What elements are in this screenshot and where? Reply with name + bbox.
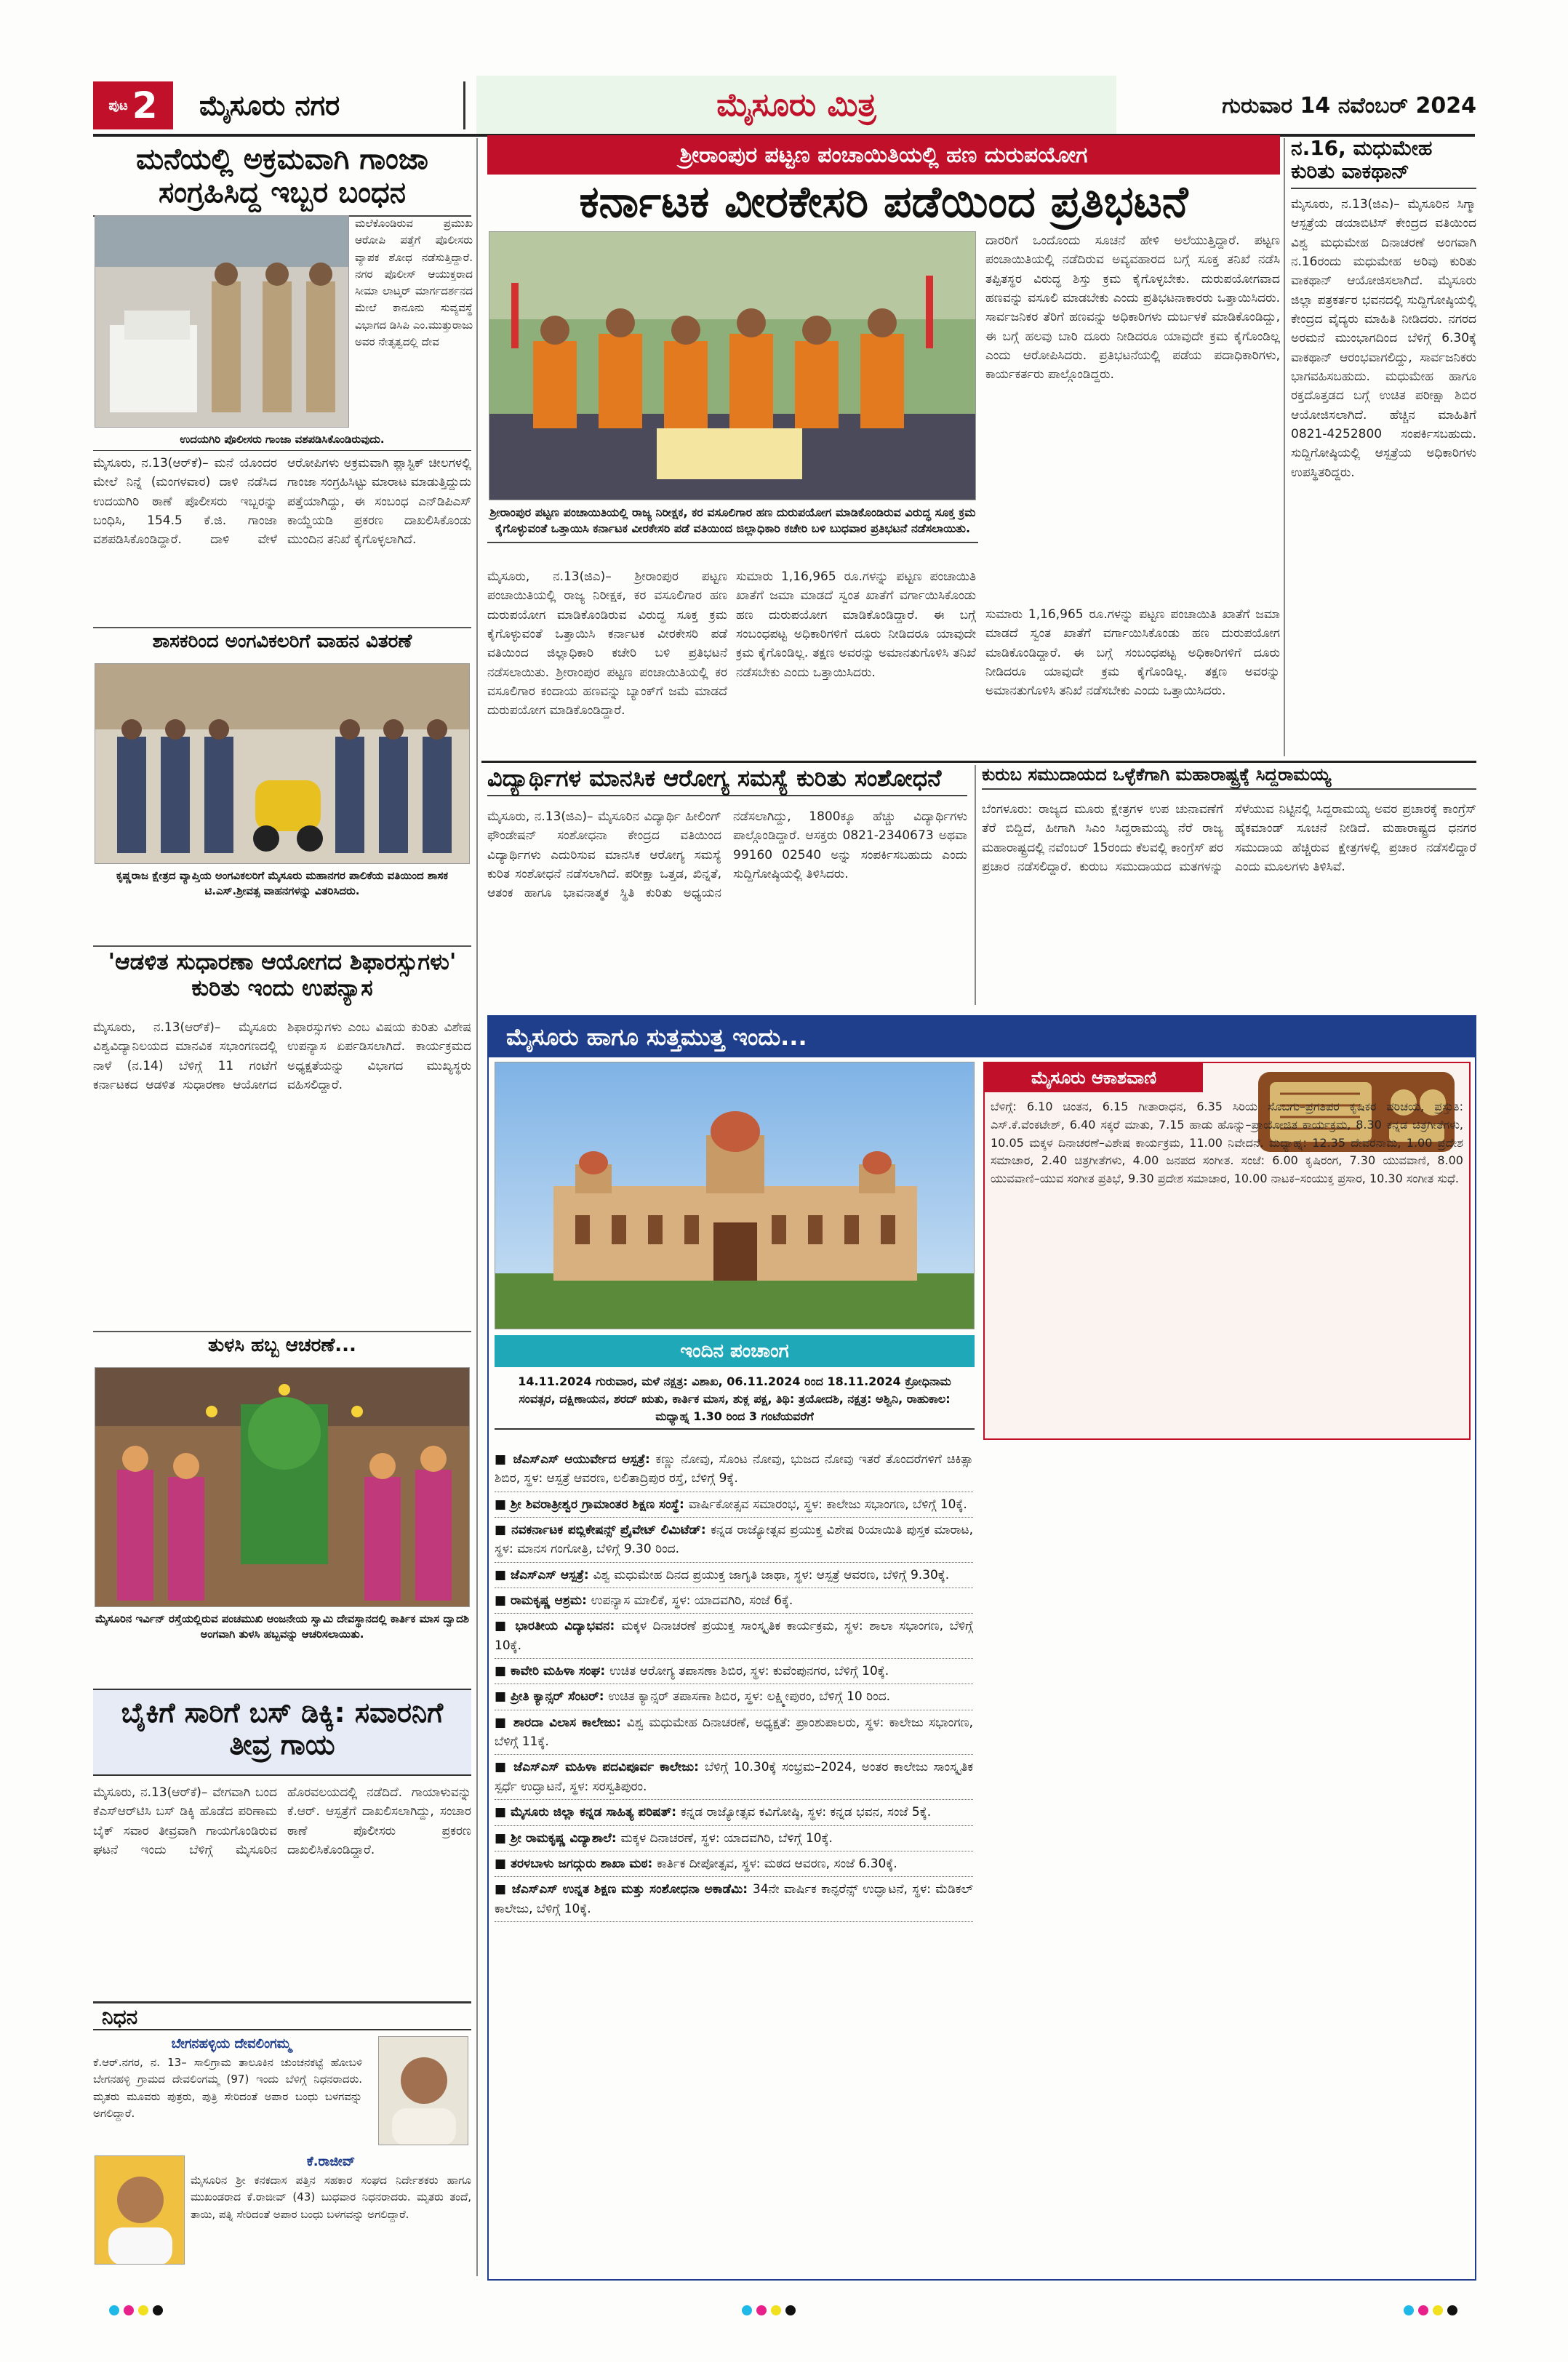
story-body: ಮೈಸೂರು, ನ.13(ಆರ್‌ಕೆ)– ಮೈಸೂರು ವಿಶ್ವವಿದ್ಯಾನಿಲಯದ ಮಾನವಿಕ ಸಭಾಂಗಣದಲ್ಲಿ ನಾಳೆ (ನ.14) ಬೆಳಿಗ್ಗೆ 11 ಗಂಟೆಗೆ ಕರ್ನಾಟಕದ ಆಡಳಿತ ಸುಧಾರಣಾ ಆಯೋಗದ ಶಿಫಾರಸ್ಸುಗಳು ಎಂಬ ವಿಷಯ ಕುರಿತು ವಿಶೇಷ ಉಪನ್ಯಾಸ ಏರ್ಪಡಿಸಲಾಗಿದೆ. ಕಾರ್ಯಕ್ರಮದ ಅಧ್ಯಕ್ಷತೆಯನ್ನು ವಿಭಾಗದ ಮುಖ್ಯಸ್ಥರು ವಹಿಸಲಿದ್ದಾರೆ. [93, 1020, 471, 1093]
event-details: ಕಾರ್ತಿಕ ದೀಪೋತ್ಸವ, ಸ್ಥಳ: ಮಠದ ಆವರಣ, ಸಂಜೆ 6.30ಕ್ಕೆ. [657, 1856, 897, 1871]
event-organizer: ■ ಜೆಎಸ್‌ಎಸ್ ಉನ್ನತ ಶಿಕ್ಷಣ ಮತ್ತು ಸಂಶೋಧನಾ ಅಕಾಡೆಮಿ: [495, 1882, 753, 1897]
photo-caption: ಉದಯಗಿರಿ ಪೊಲೀಸರು ಗಾಂಜಾ ವಶಪಡಿಸಿಕೊಂಡಿರುವುದು. [93, 432, 471, 451]
obituary-2 [191, 2154, 471, 2223]
event-organizer: ■ ಮೈಸೂರು ಜಿಲ್ಲಾ ಕನ್ನಡ ಸಾಹಿತ್ಯ ಪರಿಷತ್: [495, 1805, 681, 1820]
story-body: ಮೈಸೂರು, ನ.13(ಜಿಎ)– ಮೈಸೂರಿನ ವಿದ್ಯಾರ್ಥಿ ಹೀಲಿಂಗ್ ಫೌಂಡೇಷನ್ ಸಂಶೋಧನಾ ಕೇಂದ್ರದ ವತಿಯಿಂದ ವಿದ್ಯಾರ್ಥಿಗಳು ಎದುರಿಸುವ ಮಾನಸಿಕ ಆರೋಗ್ಯ ಸಮಸ್ಯೆ ಕುರಿತ ಸಂಶೋಧನೆ ನಡೆಸಲಾಗಿದೆ. ಪರೀಕ್ಷಾ ಒತ್ತಡ, ಖಿನ್ನತೆ, ಆತಂಕ ಹಾಗೂ ಭಾವನಾತ್ಮಕ ಸ್ಥಿತಿ ಕುರಿತು ಅಧ್ಯಯನ ನಡೆಸಲಾಗಿದ್ದು, 1800ಕ್ಕೂ ಹೆಚ್ಚು ವಿದ್ಯಾರ್ಥಿಗಳು ಪಾಲ್ಗೊಂಡಿದ್ದಾರೆ. ಆಸಕ್ತರು 0821-2340673 ಅಥವಾ 99160 02540 ಅನ್ನು ಸಂಪರ್ಕಿಸಬಹುದು ಎಂದು ಸುದ್ದಿಗೋಷ್ಠಿಯಲ್ಲಿ ತಿಳಿಸಿದರು. [487, 809, 967, 901]
column-divider [1284, 138, 1285, 756]
print-registration-marks [1404, 2305, 1457, 2315]
event-organizer: ■ ಜೆಎಸ್‌ಎಸ್ ಮಹಿಳಾ ಪದವಿಪೂರ್ವ ಕಾಲೇಜು: [495, 1760, 705, 1775]
event-details: ವಿಶ್ವ ಮಧುಮೇಹ ದಿನದ ಪ್ರಯುಕ್ತ ಜಾಗೃತಿ ಜಾಥಾ, ಸ್ಥಳ: ಆಸ್ಪತ್ರೆ ಆವರಣ, ಬೆಳಿಗ್ಗೆ 9.30ಕ್ಕೆ. [593, 1567, 950, 1582]
event-details: ಕನ್ನಡ ರಾಜ್ಯೋತ್ಸವ ಕವಿಗೋಷ್ಠಿ, ಸ್ಥಳ: ಕನ್ನಡ ಭವನ, ಸಂಜೆ 5ಕ್ಕೆ. [680, 1805, 932, 1820]
obituary-name: ಬೇಗನಹಳ್ಳಿಯ ದೇವಲಿಂಗಮ್ಮ [171, 2036, 292, 2051]
event-details: ಕಣ್ಣು ನೋವು, ಸೊಂಟ ನೋವು, ಭುಜದ ನೋವು ಇತರೆ ತೊಂದರೆಗಳಿಗೆ ಚಿಕಿತ್ಸಾ ಶಿಬಿರ, ಸ್ಥಳ: ಆಸ್ಪತ್ರೆ ಆವರಣ, ಲಲಿತಾದ್ರಿಪುರ ರಸ್ತೆ, ಬೆಳಿಗ್ಗೆ 9ಕ್ಕೆ. [495, 1452, 974, 1486]
photo-caption: ಮೈಸೂರಿನ ಇರ್ವಿನ್ ರಸ್ತೆಯಲ್ಲಿರುವ ಪಂಚಮುಖಿ ಆಂಜನೇಯ ಸ್ವಾಮಿ ದೇವಸ್ಥಾನದಲ್ಲಿ ಕಾರ್ತಿಕ ಮಾಸ ದ್ವಾದಶಿ ಅಂಗವಾಗಿ ತುಳಸಿ ಹಬ್ಬವನ್ನು ಆಚರಿಸಲಾಯಿತು. [95, 1612, 469, 1641]
event-details: ಕನ್ನಡ ರಾಜ್ಯೋತ್ಸವ ಪ್ರಯುಕ್ತ ವಿಶೇಷ ರಿಯಾಯಿತಿ ಪುಸ್ತಕ ಮಾರಾಟ, ಸ್ಥಳ: ಮಾನಸ ಗಂಗೋತ್ರಿ, ಬೆಳಿಗ್ಗೆ 9.30 ರಿಂದ. [495, 1523, 973, 1557]
event-item [495, 1588, 973, 1614]
radio-title: ಮೈಸೂರು ಆಕಾಶವಾಣಿ [985, 1063, 1203, 1092]
obituary-title: ನಿಧನ [102, 2005, 138, 2029]
event-item [495, 1826, 973, 1851]
event-details: ಉಚಿತ ಆರೋಗ್ಯ ತಪಾಸಣಾ ಶಿಬಿರ, ಸ್ಥಳ: ಕುವೆಂಪುನಗರ, ಬೆಳಿಗ್ಗೆ 10ಕ್ಕೆ. [609, 1664, 889, 1679]
story-headline: ಕುರುಬ ಸಮುದಾಯದ ಒಳ್ಳೆಕೆಗಾಗಿ ಮಹಾರಾಷ್ಟ್ರಕ್ಕೆ ಸಿದ್ದರಾಮಯ್ಯ [982, 765, 1476, 790]
obituary-photo-1 [378, 2036, 468, 2145]
event-details: ವಾರ್ಷಿಕೋತ್ಸವ ಸಮಾರಂಭ, ಸ್ಥಳ: ಕಾಲೇಜು ಸಭಾಂಗಣ, ಬೆಳಿಗ್ಗೆ 10ಕ್ಕೆ. [688, 1497, 967, 1512]
page-number: 2 [132, 84, 158, 127]
event-item [495, 1614, 973, 1659]
story-headline: 'ಆಡಳಿತ ಸುಧಾರಣಾ ಆಯೋಗದ ಶಿಫಾರಸ್ಸುಗಳು' ಕುರಿತು ಇಂದು ಉಪನ್ಯಾಸ [108, 949, 457, 1001]
event-organizer: ■ ಕಾವೇರಿ ಮಹಿಳಾ ಸಂಘ: [495, 1664, 610, 1679]
print-registration-marks [109, 2305, 163, 2315]
lead-body-right: ಸುಮಾರು 1,16,965 ರೂ.ಗಳನ್ನು ಪಟ್ಟಣ ಪಂಚಾಯಿತಿ ಖಾತೆಗೆ ಜಮಾ ಮಾಡದೆ ಸ್ವಂತ ಖಾತೆಗೆ ವರ್ಗಾಯಿಸಿಕೊಂಡು ಹಣ ದುರುಪಯೋಗ ಮಾಡಿಕೊಂಡಿದ್ದಾರೆ. ಈ ಬಗ್ಗೆ ಸಂಬಂಧಪಟ್ಟ ಅಧಿಕಾರಿಗಳಿಗೆ ದೂರು ನೀಡಿದರೂ ಯಾವುದೇ ಕ್ರಮ ಕೈಗೊಂಡಿಲ್ಲ. ತಕ್ಷಣ ಅವರನ್ನು ಅಮಾನತುಗೊಳಿಸಿ ತನಿಖೆ ನಡೆಸಬೇಕು ಎಂದು ಒತ್ತಾಯಿಸಿದರು. [736, 569, 976, 680]
lead-photo-caption: ಶ್ರೀರಾಂಪುರ ಪಟ್ಟಣ ಪಂಚಾಯಿತಿಯಲ್ಲಿ ರಾಜ್ಯ ನಿರೀಕ್ಷಕ, ಕರ ವಸೂಲಿಗಾರ ಹಣ ದುರುಪಯೋಗ ಮಾಡಿಕೊಂಡಿರುವ ವಿರುದ್ಧ ಸೂಕ್ತ ಕ್ರಮ ಕೈಗೊಳ್ಳುವಂತೆ ಒತ್ತಾಯಿಸಿ ಕರ್ನಾಟಕ ವೀರಕೇಸರಿ ಪಡೆ ವತಿಯಿಂದ ಜಿಲ್ಲಾಧಿಕಾರಿ ಕಚೇರಿ ಬಳಿ ಬುಧವಾರ ಪ್ರತಿಭಟನೆ ನಡೆಸಲಾಯಿತು. [487, 505, 978, 543]
story-headline: ಬೈಕಿಗೆ ಸಾರಿಗೆ ಬಸ್ ಡಿಕ್ಕಿ: ಸವಾರನಿಗೆ ತೀವ್ರ ಗಾಯ [121, 1697, 444, 1761]
event-details: ಉಪನ್ಯಾಸ ಮಾಲಿಕೆ, ಸ್ಥಳ: ಯಾದವಗಿರಿ, ಸಂಜೆ 6ಕ್ಕೆ. [591, 1593, 793, 1609]
issue-date: ಗುರುವಾರ 14 ನವೆಂಬರ್ 2024 [1222, 92, 1476, 119]
event-organizer: ■ ಶ್ರೀ ಶಿವರಾತ್ರೀಶ್ವರ ಗ್ರಾಮಾಂತರ ಶಿಕ್ಷಣ ಸಂಸ್ಥೆ: [495, 1497, 689, 1512]
story-body: ಮೈಸೂರು, ನ.13(ಆರ್‌ಕೆ)– ವೇಗವಾಗಿ ಬಂದ ಕೆಎಸ್‌ಆರ್‌ಟಿಸಿ ಬಸ್ ಡಿಕ್ಕಿ ಹೊಡೆದ ಪರಿಣಾಮ ಬೈಕ್ ಸವಾರ ತೀವ್ರವಾಗಿ ಗಾಯಗೊಂಡಿರುವ ಘಟನೆ ಇಂದು ಬೆಳಿಗ್ಗೆ ಮೈಸೂರಿನ ಹೊರವಲಯದಲ್ಲಿ ನಡೆದಿದೆ. ಗಾಯಾಳುವನ್ನು ಕೆ.ಆರ್. ಆಸ್ಪತ್ರೆಗೆ ದಾಖಲಿಸಲಾಗಿದ್ದು, ಸಂಚಾರ ಠಾಣೆ ಪೊಲೀಸರು ಪ್ರಕರಣ ದಾಖಲಿಸಿಕೊಂಡಿದ್ದಾರೆ. [93, 1785, 471, 1858]
page-number-badge [93, 81, 173, 129]
mysore-palace-photo [495, 1062, 975, 1329]
event-organizer: ■ ಪ್ರೀತಿ ಕ್ಯಾನ್ಸರ್ ಸೆಂಟರ್: [495, 1689, 609, 1705]
lead-body-left: ಮೈಸೂರು, ನ.13(ಜಿಎ)– ಶ್ರೀರಾಂಪುರ ಪಟ್ಟಣ ಪಂಚಾಯಿತಿಯಲ್ಲಿ ರಾಜ್ಯ ನಿರೀಕ್ಷಕ, ಕರ ವಸೂಲಿಗಾರ ಹಣ ದುರುಪಯೋಗ ಮಾಡಿಕೊಂಡಿರುವ ವಿರುದ್ಧ ಸೂಕ್ತ ಕ್ರಮ ಕೈಗೊಳ್ಳುವಂತೆ ಒತ್ತಾಯಿಸಿ ಕರ್ನಾಟಕ ವೀರಕೇಸರಿ ಪಡೆ ವತಿಯಿಂದ ಜಿಲ್ಲಾಧಿಕಾರಿ ಕಚೇರಿ ಬಳಿ ಪ್ರತಿಭಟನೆ ನಡೆಸಲಾಯಿತು. ಶ್ರೀರಾಂಪುರ ಪಟ್ಟಣ ಪಂಚಾಯಿತಿಯಲ್ಲಿ ಕರ ವಸೂಲಿಗಾರ ಕಂದಾಯ ಹಣವನ್ನು ಬ್ಯಾಂಕ್‌ಗೆ ಜಮೆ ಮಾಡದೆ ದುರುಪಯೋಗ ಮಾಡಿಕೊಂಡಿದ್ದಾರೆ. [487, 569, 727, 718]
today-banner: ಮೈಸೂರು ಹಾಗೂ ಸುತ್ತಮುತ್ತ ಇಂದು... [489, 1017, 1475, 1057]
lead-body-continued: ಸುಮಾರು 1,16,965 ರೂ.ಗಳನ್ನು ಪಟ್ಟಣ ಪಂಚಾಯಿತಿ ಖಾತೆಗೆ ಜಮಾ ಮಾಡದೆ ಸ್ವಂತ ಖಾತೆಗೆ ವರ್ಗಾಯಿಸಿಕೊಂಡು ಹಣ ದುರುಪಯೋಗ ಮಾಡಿಕೊಂಡಿದ್ದಾರೆ. ಈ ಬಗ್ಗೆ ಸಂಬಂಧಪಟ್ಟ ಅಧಿಕಾರಿಗಳಿಗೆ ದೂರು ನೀಡಿದರೂ ಯಾವುದೇ ಕ್ರಮ ಕೈಗೊಂಡಿಲ್ಲ. ತಕ್ಷಣ ಅವರನ್ನು ಅಮಾನತುಗೊಳಿಸಿ ತನಿಖೆ ನಡೆಸಬೇಕು ಎಂದು ಒತ್ತಾಯಿಸಿದರು. [985, 607, 1280, 699]
story-body: ಮೈಸೂರು, ನ.13(ಜಿಎ)– ಮೈಸೂರಿನ ಸಿಗ್ಮಾ ಆಸ್ಪತ್ರೆಯ ಡಯಾಬಿಟಿಸ್ ಕೇಂದ್ರದ ವತಿಯಿಂದ ವಿಶ್ವ ಮಧುಮೇಹ ದಿನಾಚರಣೆ ಅಂಗವಾಗಿ ನ.16ರಂದು ಮಧುಮೇಹ ಅರಿವು ಕುರಿತು ವಾಕಥಾನ್ ಆಯೋಜಿಸಲಾಗಿದೆ. ಮೈಸೂರು ಜಿಲ್ಲಾ ಪತ್ರಕರ್ತರ ಭವನದಲ್ಲಿ ಸುದ್ದಿಗೋಷ್ಠಿಯಲ್ಲಿ ಕೇಂದ್ರದ ವೈದ್ಯರು ಮಾಹಿತಿ ನೀಡಿದರು. ನಗರದ ಅರಮನೆ ಮುಂಭಾಗದಿಂದ ಬೆಳಿಗ್ಗೆ 6.30ಕ್ಕೆ ವಾಕಥಾನ್ ಆರಂಭವಾಗಲಿದ್ದು, ಸಾರ್ವಜನಿಕರು ಭಾಗವಹಿಸಬಹುದು. ಮಧುಮೇಹ ಹಾಗೂ ರಕ್ತದೊತ್ತಡದ ಬಗ್ಗೆ ಉಚಿತ ಪರೀಕ್ಷಾ ಶಿಬಿರ ಆಯೋಜಿಸಲಾಗಿದೆ. ಹೆಚ್ಚಿನ ಮಾಹಿತಿಗೆ 0821-4252800 ಸಂಪರ್ಕಿಸಬಹುದು. ಸುದ್ದಿಗೋಷ್ಠಿಯಲ್ಲಿ ಆಸ್ಪತ್ರೆಯ ಅಧಿಕಾರಿಗಳು ಉಪಸ್ಥಿತರಿದ್ದರು. [1291, 197, 1476, 480]
event-organizer: ■ ಜೆಎಸ್‌ಎಸ್ ಆಸ್ಪತ್ರೆ: [495, 1567, 593, 1582]
event-item [495, 1563, 973, 1588]
event-item [495, 1851, 973, 1877]
event-organizer: ■ ನವಕರ್ನಾಟಕ ಪಬ್ಲಿಕೇಷನ್ಸ್ ಪ್ರೈವೇಟ್ ಲಿಮಿಟೆಡ್: [495, 1523, 711, 1538]
event-organizer: ■ ಜೆಎಸ್‌ಎಸ್ ಆಯುರ್ವೇದ ಆಸ್ಪತ್ರೆ: [495, 1452, 656, 1467]
event-item [495, 1492, 973, 1518]
panchanga-text: 14.11.2024 ಗುರುವಾರ, ಮಳೆ ನಕ್ಷತ್ರ: ವಿಶಾಖ, 06.11.2024 ರಿಂದ 18.11.2024 ಕ್ರೋಧಿನಾಮ ಸಂವತ್ಸರ, ದಕ್ಷಿಣಾಯನ, ಶರದ್ ಋತು, ಕಾರ್ತಿಕ ಮಾಸ, ಶುಕ್ಲ ಪಕ್ಷ, ತಿಥಿ: ತ್ರಯೋದಶಿ, ನಕ್ಷತ್ರ: ಅಶ್ವಿನಿ, ರಾಹುಕಾಲ: ಮಧ್ಯಾಹ್ನ 1.30 ರಿಂದ 3 ಗಂಟೆಯವರೆಗೆ [495, 1370, 975, 1430]
event-details: ಮಕ್ಕಳ ದಿನಾಚರಣೆ ಪ್ರಯುಕ್ತ ಸಾಂಸ್ಕೃತಿಕ ಕಾರ್ಯಕ್ರಮ, ಸ್ಥಳ: ಶಾಲಾ ಸಭಾಂಗಣ, ಬೆಳಿಗ್ಗೆ 10ಕ್ಕೆ. [495, 1619, 973, 1653]
event-item [495, 1518, 973, 1563]
divider [481, 761, 1476, 763]
event-details: 34ನೇ ವಾರ್ಷಿಕ ಕಾನ್ಫರೆನ್ಸ್ ಉದ್ಘಾಟನೆ, ಸ್ಥಳ: ಮೆಡಿಕಲ್ ಕಾಲೇಜು, ಬೆಳಿಗ್ಗೆ 10ಕ್ಕೆ. [495, 1882, 973, 1916]
lead-headline: ಕರ್ನಾಟಕ ವೀರಕೇಸರಿ ಪಡೆಯಿಂದ ಪ್ರತಿಭಟನೆ [579, 177, 1188, 228]
obituary-name: ಕೆ.ರಾಜೀವ್ [306, 2154, 356, 2169]
divider [93, 627, 471, 628]
obituary-header [93, 2001, 471, 2030]
police-photo [95, 215, 349, 428]
story-headline: ಮನೆಯಲ್ಲಿ ಅಕ್ರಮವಾಗಿ ಗಾಂಜಾ ಸಂಗ್ರಹಿಸಿದ್ದ ಇಬ್ಬರ ಬಂಧನ [93, 140, 471, 217]
event-item [495, 1710, 973, 1756]
divider [93, 1331, 471, 1332]
story-ganja-arrest [93, 140, 471, 217]
radio-schedule: ಬೆಳಿಗ್ಗೆ: 6.10 ಚಿಂತನ, 6.15 ಗೀತಾರಾಧನ, 6.35 ಸಿರಿಯ ಸೊಬಗು–ಪ್ರಗತಿಪರ ಕೃಷಿಕರ ಪರಿಚಯ, ಪ್ರಸ್ತುತಿ: ಎಸ್.ಕೆ.ವೆಂಕಟೇಶ್, 6.40 ಸಕ್ಕರೆ ಮಾತು, 7.15 ಹಾಡು ಹೊನ್ನು–ಪ್ರಾಯೋಜಿತ ಕಾರ್ಯಕ್ರಮ, 8.30 ಕನ್ನಡ ಚಿತ್ರಗೀತೆಗಳು, 10.05 ಮಕ್ಕಳ ದಿನಾಚರಣೆ–ವಿಶೇಷ ಕಾರ್ಯಕ್ರಮ, 11.00 ನಿವೇದನೆ. ಮಧ್ಯಾಹ್ನ: 12.35 ದೇವರನಾಮ, 1.00 ಪ್ರದೇಶ ಸಮಾಚಾರ, 2.40 ಚಿತ್ರಗೀತೆಗಳು, 4.00 ಜನಪದ ಸಂಗೀತ. ಸಂಜೆ: 6.00 ಕೃಷಿರಂಗ, 7.30 ಯುವವಾಣಿ, 8.00 ಯುವವಾಣಿ–ಯುವ ಸಂಗೀತ ಪ್ರತಿಭೆ, 9.30 ಪ್ರದೇಶ ಸಮಾಚಾರ, 10.00 ನಾಟಕ–ಸಂಯುಕ್ತ ಪ್ರಸಾರ, 10.30 ಸಂಗೀತ ಸುಧೆ. [991, 1100, 1463, 1186]
story-headline: ಶಾಸಕರಿಂದ ಅಂಗವಿಕಲರಿಗೆ ವಾಹನ ವಿತರಣೆ [152, 630, 412, 652]
vehicle-distribution-photo [95, 663, 470, 864]
column-divider [476, 138, 478, 2276]
event-item [495, 1684, 973, 1710]
event-details: ಬೆಳಿಗ್ಗೆ 10.30ಕ್ಕೆ ಸಂಭ್ರಮ–2024, ಅಂತರ ಕಾಲೇಜು ಸಾಂಸ್ಕೃತಿಕ ಸ್ಪರ್ಧೆ ಉದ್ಘಾಟನೆ, ಸ್ಥಳ: ಸರಸ್ವತಿಪುರಂ. [495, 1760, 973, 1794]
print-registration-marks [742, 2305, 796, 2315]
event-item [495, 1877, 973, 1922]
event-organizer: ■ ರಾಮಕೃಷ್ಣ ಆಶ್ರಮ: [495, 1593, 591, 1609]
story-body: ಮೈಸೂರು, ನ.13(ಆರ್‌ಕೆ)– ಮನೆ ಯೊಂದರ ಮೇಲೆ ನಿನ್ನೆ (ಮಂಗಳವಾರ) ದಾಳಿ ನಡೆಸಿದ ಉದಯಗಿರಿ ಠಾಣೆ ಪೊಲೀಸರು ಇಬ್ಬರನ್ನು ಬಂಧಿಸಿ, 154.5 ಕೆ.ಜಿ. ಗಾಂಜಾ ವಶಪಡಿಸಿಕೊಂಡಿದ್ದಾರೆ. ದಾಳಿ ವೇಳೆ ಆರೋಪಿಗಳು ಅಕ್ರಮವಾಗಿ ಪ್ಲಾಸ್ಟಿಕ್ ಚೀಲಗಳಲ್ಲಿ ಗಾಂಜಾ ಸಂಗ್ರಹಿಸಿಟ್ಟು ಮಾರಾಟ ಮಾಡುತ್ತಿದ್ದುದು ಪತ್ತೆಯಾಗಿದ್ದು, ಈ ಸಂಬಂಧ ಎನ್‌ಡಿಪಿಎಸ್ ಕಾಯ್ದೆಯಡಿ ಪ್ರಕರಣ ದಾಖಲಿಸಿಕೊಂಡು ಮುಂದಿನ ತನಿಖೆ ಕೈಗೊಳ್ಳಲಾಗಿದೆ. [93, 456, 471, 548]
event-item [495, 1800, 973, 1825]
event-organizer: ■ ತರಳಬಾಳು ಜಗದ್ಗುರು ಶಾಖಾ ಮಠ: [495, 1856, 657, 1871]
section-name: ಮೈಸೂರು ನಗರ [182, 81, 465, 129]
obituary-photo-2 [95, 2155, 185, 2265]
story-body: ಬೆಂಗಳೂರು: ರಾಜ್ಯದ ಮೂರು ಕ್ಷೇತ್ರಗಳ ಉಪ ಚುನಾವಣೆಗೆ ತೆರೆ ಬಿದ್ದಿದೆ, ಹೀಗಾಗಿ ಸಿಎಂ ಸಿದ್ದರಾಮಯ್ಯ ನೆರೆ ರಾಜ್ಯ ಮಹಾರಾಷ್ಟ್ರದಲ್ಲಿ ನವೆಂಬರ್ 15ರಂದು ಕೆಲವಲ್ಲಿ ಕಾಂಗ್ರೆಸ್ ಪರ ಪ್ರಚಾರ ನಡೆಸಲಿದ್ದಾರೆ. ಕುರುಬ ಸಮುದಾಯದ ಮತಗಳನ್ನು ಸೆಳೆಯುವ ನಿಟ್ಟಿನಲ್ಲಿ ಸಿದ್ದರಾಮಯ್ಯ ಅವರ ಪ್ರಚಾರಕ್ಕೆ ಕಾಂಗ್ರೆಸ್ ಹೈಕಮಾಂಡ್ ಸೂಚನೆ ನೀಡಿದೆ. ಮಹಾರಾಷ್ಟ್ರದ ಧನಗರ ಸಮುದಾಯ ಹೆಚ್ಚಿರುವ ಕ್ಷೇತ್ರಗಳಲ್ಲಿ ಪ್ರಚಾರ ನಡೆಸಲಿದ್ದಾರೆ ಎಂದು ಮೂಲಗಳು ತಿಳಿಸಿವೆ. [982, 802, 1476, 875]
event-details: ಮಕ್ಕಳ ದಿನಾಚರಣೆ, ಸ್ಥಳ: ಯಾದವಗಿರಿ, ಬೆಳಿಗ್ಗೆ 10ಕ್ಕೆ. [620, 1830, 833, 1846]
event-item [495, 1755, 973, 1800]
page-label: ಪುಟ [108, 97, 128, 113]
event-item [495, 1447, 973, 1492]
panchanga-title: ಇಂದಿನ ಪಂಚಾಂಗ [495, 1335, 975, 1367]
event-details: ಉಚಿತ ಕ್ಯಾನ್ಸರ್ ತಪಾಸಣಾ ಶಿಬಿರ, ಸ್ಥಳ: ಲಕ್ಷ್ಮೀಪುರಂ, ಬೆಳಿಗ್ಗೆ 10 ರಿಂದ. [608, 1689, 890, 1705]
protest-photo [489, 231, 976, 500]
photo-caption: ಕೃಷ್ಣರಾಜ ಕ್ಷೇತ್ರದ ವ್ಯಾಪ್ತಿಯ ಅಂಗವಿಕಲರಿಗೆ ಮೈಸೂರು ಮಹಾನಗರ ಪಾಲಿಕೆಯ ವತಿಯಿಂದ ಶಾಸಕ ಟಿ.ಎಸ್.ಶ್ರೀವತ್ಸ ವಾಹನಗಳನ್ನು ವಿತರಿಸಿದರು. [116, 869, 449, 897]
event-organizer: ■ ಭಾರತೀಯ ವಿದ್ಯಾಭವನ: [495, 1619, 622, 1634]
tulasi-festival-photo [95, 1367, 470, 1607]
divider [93, 945, 471, 947]
events-list [495, 1447, 1469, 2269]
story-side-text: ಮಲೆಕೊಂಡಿರುವ ಪ್ರಮುಖ ಆರೋಪಿ ಪತ್ತೆಗೆ ಪೊಲೀಸರು ವ್ಯಾಪಕ ಶೋಧ ನಡೆಸುತ್ತಿದ್ದಾರೆ. ನಗರ ಪೊಲೀಸ್ ಆಯುಕ್ತರಾದ ಸೀಮಾ ಲಾಟ್ಕರ್ ಮಾರ್ಗದರ್ಶನದ ಮೇಲೆ ಕಾನೂನು ಸುವ್ಯವಸ್ಥೆ ವಿಭಾಗದ ಡಿಸಿಪಿ ಎಂ.ಮುತ್ತುರಾಜು ಅವರ ನೇತೃತ್ವದಲ್ಲಿ ದೇವ [355, 217, 473, 348]
obituary-text: ಮೈಸೂರಿನ ಶ್ರೀ ಕನಕದಾಸ ಪತ್ತಿನ ಸಹಕಾರ ಸಂಘದ ನಿರ್ದೇಶಕರು ಹಾಗೂ ಮುಖಂಡರಾದ ಕೆ.ರಾಜೀವ್ (43) ಬುಧವಾರ ನಿಧನರಾದರು. ಮೃತರು ತಂದೆ, ತಾಯಿ, ಪತ್ನಿ ಸೇರಿದಂತೆ ಅಪಾರ ಬಂಧು ಬಳಗವನ್ನು ಅಗಲಿದ್ದಾರೆ. [191, 2174, 471, 2221]
story-headline: ವಿದ್ಯಾರ್ಥಿಗಳ ಮಾನಸಿಕ ಆರೋಗ್ಯ ಸಮಸ್ಯೆ ಕುರಿತು ಸಂಶೋಧನೆ [487, 765, 967, 796]
obituary-text: ಕೆ.ಆರ್.ನಗರ, ನ. 13– ಸಾಲಿಗ್ರಾಮ ತಾಲೂಕಿನ ಚುಂಚನಕಟ್ಟೆ ಹೋಬಳಿ ಬೇಗನಹಳ್ಳಿ ಗ್ರಾಮದ ದೇವಲಿಂಗಮ್ಮ (97) ಇಂದು ಬೆಳಿಗ್ಗೆ ನಿಧನರಾದರು. ಮೃತರು ಮೂವರು ಪುತ್ರರು, ಪುತ್ರಿ ಸೇರಿದಂತೆ ಅಪಾರ ಬಂಧು ಬಳಗವನ್ನು ಅಗಲಿದ್ದಾರೆ. [93, 2056, 362, 2120]
event-organizer: ■ ಶಾರದಾ ವಿಲಾಸ ಕಾಲೇಜು: [495, 1715, 627, 1730]
story-headline: ನ.16, ಮಧುಮೇಹ ಕುರಿತು ವಾಕಥಾನ್ [1291, 137, 1476, 189]
event-details: ವಿಶ್ವ ಮಧುಮೇಹ ದಿನಾಚರಣೆ, ಅಧ್ಯಕ್ಷತೆ: ಪ್ರಾಂಶುಪಾಲರು, ಸ್ಥಳ: ಕಾಲೇಜು ಸಭಾಂಗಣ, ಬೆಳಿಗ್ಗೆ 11ಕ್ಕೆ. [495, 1715, 973, 1750]
lead-kicker: ಶ್ರೀರಾಂಪುರ ಪಟ್ಟಣ ಪಂಚಾಯಿತಿಯಲ್ಲಿ ಹಣ ದುರುಪಯೋಗ [487, 135, 1280, 175]
event-organizer: ■ ಶ್ರೀ ರಾಮಕೃಷ್ಣ ವಿದ್ಯಾಶಾಲೆ: [495, 1830, 621, 1846]
event-item [495, 1659, 973, 1684]
story-headline: ತುಳಸಿ ಹಬ್ಬ ಆಚರಣೆ... [208, 1334, 356, 1356]
accident-headline-box [93, 1689, 471, 1776]
masthead: ಮೈಸೂರು ಮಿತ್ರ [476, 76, 1116, 134]
column-divider [975, 765, 976, 1005]
lead-side-text: ದಾರರಿಗೆ ಒಂದೊಂದು ಸೂಚನೆ ಹೇಳಿ ಅಲೆಯುತ್ತಿದ್ದಾರೆ. ಪಟ್ಟಣ ಪಂಚಾಯಿತಿಯಲ್ಲಿ ನಡೆದಿರುವ ಅವ್ಯವಹಾರದ ಬಗ್ಗೆ ಸೂಕ್ತ ತನಿಖೆ ನಡೆಸಿ ತಪ್ಪಿತಸ್ಥರ ವಿರುದ್ಧ ಶಿಸ್ತು ಕ್ರಮ ಕೈಗೊಳ್ಳಬೇಕು. ದುರುಪಯೋಗವಾದ ಹಣವನ್ನು ವಸೂಲಿ ಮಾಡಬೇಕು ಎಂದು ಪ್ರತಿಭಟನಾಕಾರರು ಒತ್ತಾಯಿಸಿದರು. ಸಾರ್ವಜನಿಕರ ತೆರಿಗೆ ಹಣವನ್ನು ಅಧಿಕಾರಿಗಳು ದುರ್ಬಳಕೆ ಮಾಡಿಕೊಂಡಿದ್ದು, ಈ ಬಗ್ಗೆ ಹಲವು ಬಾರಿ ದೂರು ನೀಡಿದರೂ ಯಾವುದೇ ಕ್ರಮ ಕೈಗೊಂಡಿಲ್ಲ ಎಂದು ಆರೋಪಿಸಿದರು. ಪ್ರತಿಭಟನೆಯಲ್ಲಿ ಪಡೆಯ ಪದಾಧಿಕಾರಿಗಳು, ಕಾರ್ಯಕರ್ತರು ಪಾಲ್ಗೊಂಡಿದ್ದರು. [985, 233, 1280, 383]
